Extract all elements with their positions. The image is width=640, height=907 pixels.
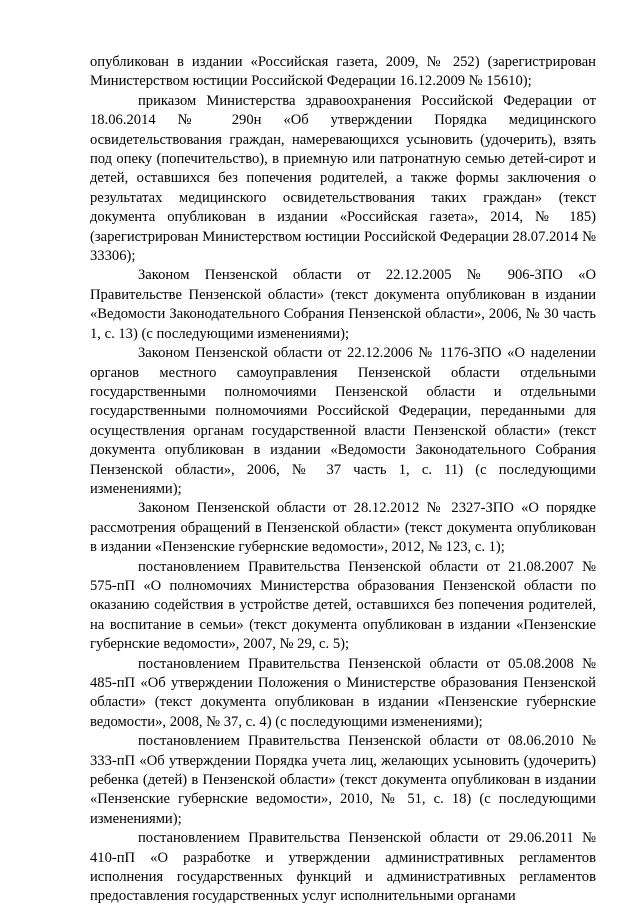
paragraph-4: Законом Пензенской области от 22.12.2006 № 1176-ЗПО «О наделении органов местного самоуправления Пензенской области отдельными государственными полномочиями Пензенской области и отдельными государственными полномочиями Российской Федерации, переданными для осуществления органам государственной власти Пензенской области» (текст документа опубликован в издании «Ведомости Законодательного Собрания Пензенской области», 2006, № 37 часть 1, с. 11) (с последующими изменениями); bbox=[90, 345, 596, 497]
paragraph-1: опубликован в издании «Российская газета, 2009, № 252) (зарегистрирован Министерством юстиции Российской Федерации 16.12.2009 № 15610); bbox=[90, 54, 596, 90]
paragraph-7: постановлением Правительства Пензенской области от 05.08.2008 № 485-пП «Об утверждении Положения о Министерстве образования Пензенской области» (текст документа опубликован в издании «Пензенские губернские ведомости», 2008, № 37, с. 4) (с последующими изменениями); bbox=[90, 655, 596, 730]
paragraph-2: приказом Министерства здравоохранения Российской Федерации от 18.06.2014 № 290н «Об утверждении Порядка медицинского освидетельствования граждан, намеревающихся усыновить (удочерить), взять под опеку (попечительство), в приемную или патронатную семью детей-сирот и детей, оставшихся без попечения родителей, а также формы заключения о результатах медицинского освидетельствования таких граждан» (текст документа опубликован в издании «Российская газета», 2014, № 185) (зарегистрирован Министерством юстиции Российской Федерации 28.07.2014 № 33306); bbox=[90, 92, 596, 265]
document-body bbox=[90, 53, 596, 907]
paragraph-9: постановлением Правительства Пензенской области от 29.06.2011 № 410-пП «О разработке и утверждении административных регламентов исполнения государственных функций и административных регламентов предоставления государственных услуг исполнительными органами bbox=[90, 830, 596, 905]
paragraph-5: Законом Пензенской области от 28.12.2012 № 2327-ЗПО «О порядке рассмотрения обращений в Пензенской области» (текст документа опубликован в издании «Пензенские губернские ведомости», 2012, № 123, с. 1); bbox=[90, 500, 596, 556]
paragraph-8: постановлением Правительства Пензенской области от 08.06.2010 № 333-пП «Об утверждении Порядка учета лиц, желающих усыновить (удочерить) ребенка (детей) в Пензенской области» (текст документа опубликован в издании «Пензенские губернские ведомости», 2010, № 51, с. 18) (с последующими изменениями); bbox=[90, 733, 596, 827]
paragraph-6: постановлением Правительства Пензенской области от 21.08.2007 № 575-пП «О полномочиях Министерства образования Пензенской области по оказанию содействия в устройстве детей, оставшихся без попечения родителей, на воспитание в семьи» (текст документа опубликован в издании «Пензенские губернские ведомости», 2007, № 29, с. 5); bbox=[90, 558, 596, 653]
paragraph-3: Законом Пензенской области от 22.12.2005 № 906-ЗПО «О Правительстве Пензенской области» (текст документа опубликован в издании «Ведомости Законодательного Собрания Пензенской области», 2006, № 30 часть 1, с. 13) (с последующими изменениями); bbox=[90, 267, 596, 342]
